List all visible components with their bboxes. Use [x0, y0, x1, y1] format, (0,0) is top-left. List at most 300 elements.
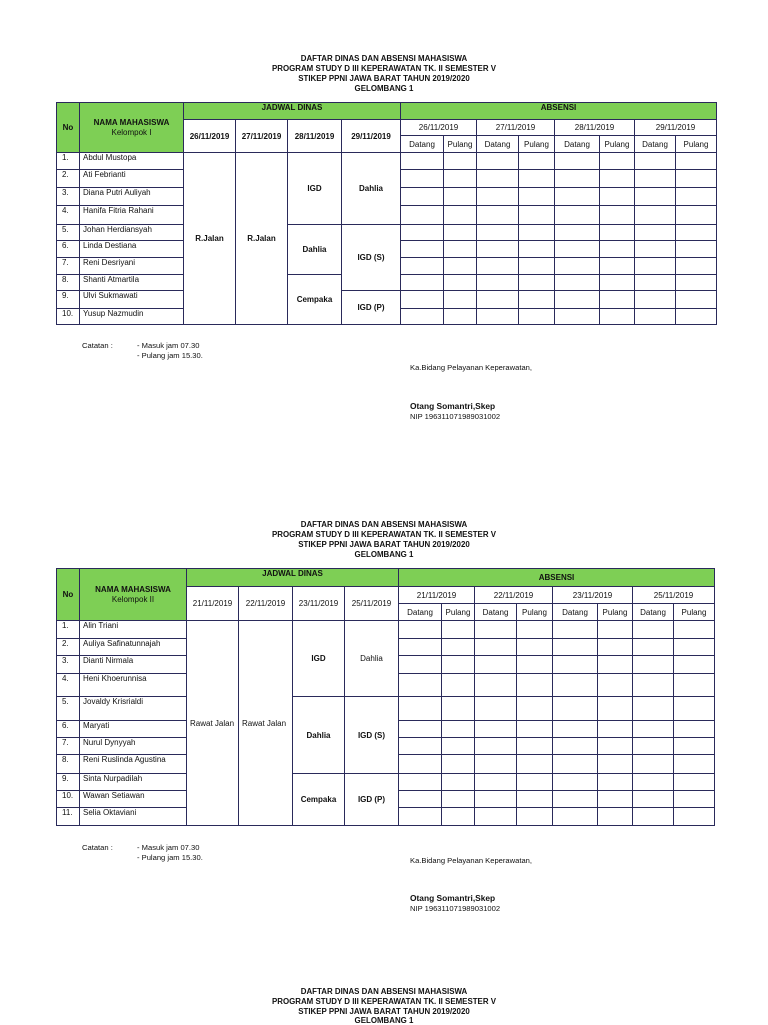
- attendance-cell[interactable]: [475, 656, 517, 674]
- attendance-cell[interactable]: [674, 697, 715, 721]
- student-name: Maryati: [80, 721, 187, 738]
- student-name: Shanti Atmartila: [80, 275, 184, 291]
- note-pulang: - Pulang jam 15.30.: [137, 350, 203, 360]
- doc-institution: STIKEP PPNI JAWA BARAT TAHUN 2019/2020: [298, 539, 470, 549]
- attendance-cell[interactable]: [475, 755, 517, 774]
- attendance-cell[interactable]: [553, 639, 598, 656]
- attendance-cell[interactable]: [444, 170, 477, 188]
- jadwal-header: JADWAL DINAS: [187, 569, 399, 587]
- absensi-date: 26/11/2019: [401, 120, 477, 136]
- student-name: Abdul Mustopa: [80, 153, 184, 170]
- attendance-cell[interactable]: [635, 291, 676, 309]
- attendance-cell[interactable]: [475, 639, 517, 656]
- attendance-cell[interactable]: [635, 309, 676, 325]
- doc-institution: STIKEP PPNI JAWA BARAT TAHUN 2019/2020: [298, 73, 470, 83]
- attendance-cell[interactable]: [600, 225, 635, 241]
- attendance-cell[interactable]: [444, 225, 477, 241]
- table-row: [57, 621, 715, 639]
- attendance-cell[interactable]: [442, 621, 475, 639]
- attendance-cell[interactable]: [401, 291, 444, 309]
- datang-header: Datang: [399, 604, 442, 621]
- doc-batch: GELOMBANG 1: [354, 549, 414, 559]
- attendance-cell[interactable]: [676, 241, 717, 258]
- col-nama-header: [80, 103, 184, 153]
- attendance-cell[interactable]: [676, 153, 717, 170]
- absensi-header: ABSENSI: [399, 569, 715, 587]
- kelompok-label: Kelompok II: [111, 594, 155, 604]
- attendance-cell[interactable]: [633, 639, 674, 656]
- attendance-cell[interactable]: [676, 206, 717, 225]
- notes-label: Catatan :: [82, 843, 113, 852]
- attendance-cell[interactable]: [635, 258, 676, 275]
- attendance-cell[interactable]: [517, 697, 553, 721]
- attendance-cell[interactable]: [600, 206, 635, 225]
- row-number: 8.: [57, 755, 80, 774]
- attendance-cell[interactable]: [674, 656, 715, 674]
- attendance-cell[interactable]: [442, 755, 475, 774]
- student-name: Nurul Dynyyah: [80, 738, 187, 755]
- student-name: Alin Triani: [80, 621, 187, 639]
- attendance-cell[interactable]: [517, 656, 553, 674]
- student-name: Wawan Setiawan: [80, 791, 187, 808]
- attendance-cell[interactable]: [676, 309, 717, 325]
- unit-cell: Dahlia: [345, 621, 399, 697]
- attendance-cell[interactable]: [475, 674, 517, 697]
- table-row: [57, 774, 715, 791]
- attendance-cell[interactable]: [399, 774, 442, 791]
- row-number: 3.: [57, 656, 80, 674]
- attendance-cell[interactable]: [674, 674, 715, 697]
- absensi-date: 23/11/2019: [553, 587, 633, 604]
- attendance-cell[interactable]: [517, 621, 553, 639]
- attendance-cell[interactable]: [442, 808, 475, 826]
- attendance-cell[interactable]: [553, 656, 598, 674]
- attendance-cell[interactable]: [519, 170, 555, 188]
- attendance-cell[interactable]: [517, 738, 553, 755]
- attendance-cell[interactable]: [442, 791, 475, 808]
- row-number: 5.: [57, 697, 80, 721]
- attendance-cell[interactable]: [674, 774, 715, 791]
- attendance-cell[interactable]: [475, 697, 517, 721]
- student-name: Dianti Nirmala: [80, 656, 187, 674]
- attendance-cell[interactable]: [475, 791, 517, 808]
- pulang-header: Pulang: [444, 136, 477, 153]
- kelompok-label: Kelompok I: [111, 127, 152, 137]
- row-number: 7.: [57, 258, 80, 275]
- shift-cell: Rawat Jalan: [239, 621, 293, 826]
- doc-program: PROGRAM STUDY D III KEPERAWATAN TK. II SEMESTER V: [271, 529, 497, 539]
- attendance-cell[interactable]: [555, 188, 600, 206]
- attendance-cell[interactable]: [444, 153, 477, 170]
- attendance-cell[interactable]: [600, 153, 635, 170]
- student-name: Hanifa Fitria Rahani: [80, 206, 184, 225]
- nama-label: NAMA MAHASISWA: [95, 584, 171, 594]
- student-name: Auliya Safinatunnajah: [80, 639, 187, 656]
- attendance-cell[interactable]: [442, 639, 475, 656]
- absensi-date: 25/11/2019: [633, 587, 715, 604]
- doc-title: DAFTAR DINAS DAN ABSENSI MAHASISWA: [300, 53, 468, 63]
- row-number: 2.: [57, 639, 80, 656]
- attendance-cell[interactable]: [555, 291, 600, 309]
- absensi-date: 29/11/2019: [635, 120, 717, 136]
- unit-cell: Cempaka: [288, 275, 342, 325]
- attendance-cell[interactable]: [633, 808, 674, 826]
- row-number: 3.: [57, 188, 80, 206]
- shift-cell: Rawat Jalan: [187, 621, 239, 826]
- datang-header: Datang: [401, 136, 444, 153]
- pulang-header: Pulang: [598, 604, 633, 621]
- col-no-header: No: [57, 103, 80, 153]
- attendance-cell[interactable]: [555, 275, 600, 291]
- attendance-cell[interactable]: [674, 738, 715, 755]
- attendance-cell[interactable]: [477, 153, 519, 170]
- attendance-cell[interactable]: [477, 241, 519, 258]
- attendance-cell[interactable]: [633, 791, 674, 808]
- attendance-cell[interactable]: [444, 258, 477, 275]
- attendance-cell[interactable]: [633, 621, 674, 639]
- attendance-cell[interactable]: [600, 275, 635, 291]
- attendance-cell[interactable]: [401, 153, 444, 170]
- notes-hours-2: [137, 843, 203, 862]
- student-name: Heni Khoerunnisa: [80, 674, 187, 697]
- pulang-header: Pulang: [600, 136, 635, 153]
- attendance-cell[interactable]: [399, 656, 442, 674]
- absensi-header: ABSENSI: [401, 103, 717, 120]
- unit-cell: IGD (P): [342, 291, 401, 325]
- attendance-cell[interactable]: [676, 188, 717, 206]
- unit-cell: IGD (S): [345, 697, 399, 774]
- absensi-date: 27/11/2019: [477, 120, 555, 136]
- attendance-cell[interactable]: [600, 309, 635, 325]
- attendance-cell[interactable]: [519, 188, 555, 206]
- attendance-cell[interactable]: [444, 291, 477, 309]
- schedule-table-1: [56, 102, 717, 325]
- attendance-cell[interactable]: [553, 621, 598, 639]
- absensi-date: 22/11/2019: [475, 587, 553, 604]
- signer-name-1: Otang Somantri,Skep: [410, 401, 496, 411]
- attendance-cell[interactable]: [674, 808, 715, 826]
- shift-cell: R.Jalan: [184, 153, 236, 325]
- pulang-header: Pulang: [674, 604, 715, 621]
- pulang-header: Pulang: [517, 604, 553, 621]
- attendance-cell[interactable]: [633, 755, 674, 774]
- attendance-cell[interactable]: [633, 656, 674, 674]
- note-masuk: - Masuk jam 07.30: [137, 843, 200, 852]
- attendance-cell[interactable]: [399, 674, 442, 697]
- attendance-cell[interactable]: [399, 721, 442, 738]
- student-name: Reni Ruslinda Agustina: [80, 755, 187, 774]
- attendance-cell[interactable]: [553, 721, 598, 738]
- attendance-cell[interactable]: [475, 774, 517, 791]
- attendance-cell[interactable]: [555, 241, 600, 258]
- attendance-cell[interactable]: [519, 206, 555, 225]
- attendance-cell[interactable]: [399, 808, 442, 826]
- row-number: 11.: [57, 808, 80, 826]
- attendance-cell[interactable]: [676, 170, 717, 188]
- datang-header: Datang: [635, 136, 676, 153]
- attendance-cell[interactable]: [555, 258, 600, 275]
- attendance-cell[interactable]: [598, 674, 633, 697]
- row-number: 10.: [57, 791, 80, 808]
- schedule-table-2: [56, 568, 715, 826]
- attendance-cell[interactable]: [444, 309, 477, 325]
- attendance-cell[interactable]: [633, 697, 674, 721]
- attendance-cell[interactable]: [635, 225, 676, 241]
- attendance-cell[interactable]: [598, 621, 633, 639]
- attendance-cell[interactable]: [519, 309, 555, 325]
- attendance-cell[interactable]: [401, 170, 444, 188]
- doc-batch: GELOMBANG 1: [354, 83, 414, 93]
- jadwal-date: 27/11/2019: [236, 120, 288, 153]
- attendance-cell[interactable]: [519, 241, 555, 258]
- student-name: Ati Febrianti: [80, 170, 184, 188]
- notes-1: [82, 341, 113, 351]
- attendance-cell[interactable]: [676, 275, 717, 291]
- attendance-cell[interactable]: [444, 241, 477, 258]
- table-row: [57, 225, 717, 241]
- col-no-header: No: [57, 569, 80, 621]
- attendance-cell[interactable]: [553, 674, 598, 697]
- student-name: Reni Desriyani: [80, 258, 184, 275]
- attendance-cell[interactable]: [401, 275, 444, 291]
- jadwal-date: 29/11/2019: [342, 120, 401, 153]
- signer-name-2: Otang Somantri,Skep: [410, 893, 496, 903]
- unit-cell: IGD (P): [345, 774, 399, 826]
- note-masuk: - Masuk jam 07.30: [137, 341, 200, 350]
- attendance-cell[interactable]: [600, 188, 635, 206]
- signer-nip-2: NIP 196311071989031002: [410, 904, 501, 913]
- attendance-cell[interactable]: [555, 170, 600, 188]
- row-number: 5.: [57, 225, 80, 241]
- attendance-cell[interactable]: [635, 170, 676, 188]
- attendance-cell[interactable]: [517, 791, 553, 808]
- doc-program: PROGRAM STUDY D III KEPERAWATAN TK. II SEMESTER V: [271, 63, 497, 73]
- attendance-cell[interactable]: [598, 639, 633, 656]
- row-number: 9.: [57, 774, 80, 791]
- attendance-cell[interactable]: [600, 170, 635, 188]
- row-number: 1.: [57, 153, 80, 170]
- jadwal-date: 25/11/2019: [345, 587, 399, 621]
- attendance-cell[interactable]: [598, 697, 633, 721]
- jadwal-date: 22/11/2019: [239, 587, 293, 621]
- attendance-cell[interactable]: [676, 258, 717, 275]
- attendance-cell[interactable]: [477, 225, 519, 241]
- attendance-cell[interactable]: [477, 258, 519, 275]
- attendance-cell[interactable]: [519, 225, 555, 241]
- attendance-cell[interactable]: [635, 241, 676, 258]
- attendance-cell[interactable]: [555, 153, 600, 170]
- attendance-cell[interactable]: [555, 206, 600, 225]
- attendance-cell[interactable]: [517, 639, 553, 656]
- attendance-cell[interactable]: [633, 774, 674, 791]
- attendance-cell[interactable]: [674, 755, 715, 774]
- notes-hours-1: [137, 341, 203, 360]
- attendance-cell[interactable]: [598, 774, 633, 791]
- attendance-cell[interactable]: [598, 721, 633, 738]
- unit-cell: IGD: [288, 153, 342, 225]
- doc-batch: GELOMBANG 1: [354, 1015, 414, 1025]
- attendance-cell[interactable]: [553, 755, 598, 774]
- attendance-cell[interactable]: [442, 738, 475, 755]
- attendance-cell[interactable]: [600, 241, 635, 258]
- attendance-cell[interactable]: [598, 738, 633, 755]
- pulang-header: Pulang: [442, 604, 475, 621]
- row-number: 4.: [57, 206, 80, 225]
- row-number: 9.: [57, 291, 80, 309]
- attendance-cell[interactable]: [676, 291, 717, 309]
- attendance-cell[interactable]: [517, 721, 553, 738]
- attendance-cell[interactable]: [444, 275, 477, 291]
- attendance-cell[interactable]: [442, 674, 475, 697]
- attendance-cell[interactable]: [444, 188, 477, 206]
- attendance-cell[interactable]: [401, 206, 444, 225]
- attendance-cell[interactable]: [555, 309, 600, 325]
- attendance-cell[interactable]: [553, 738, 598, 755]
- attendance-cell[interactable]: [399, 639, 442, 656]
- student-name: Diana Putri Auliyah: [80, 188, 184, 206]
- attendance-cell[interactable]: [399, 755, 442, 774]
- attendance-cell[interactable]: [442, 721, 475, 738]
- attendance-cell[interactable]: [674, 791, 715, 808]
- attendance-cell[interactable]: [475, 808, 517, 826]
- attendance-cell[interactable]: [635, 206, 676, 225]
- table-row: [57, 697, 715, 721]
- attendance-cell[interactable]: [555, 225, 600, 241]
- attendance-cell[interactable]: [401, 188, 444, 206]
- attendance-cell[interactable]: [399, 738, 442, 755]
- attendance-cell[interactable]: [598, 808, 633, 826]
- attendance-cell[interactable]: [401, 309, 444, 325]
- attendance-cell[interactable]: [477, 309, 519, 325]
- note-pulang: - Pulang jam 15.30.: [137, 852, 203, 862]
- attendance-cell[interactable]: [442, 774, 475, 791]
- row-number: 6.: [57, 241, 80, 258]
- attendance-cell[interactable]: [600, 291, 635, 309]
- attendance-cell[interactable]: [517, 755, 553, 774]
- absensi-date: 21/11/2019: [399, 587, 475, 604]
- attendance-cell[interactable]: [477, 170, 519, 188]
- attendance-cell[interactable]: [399, 621, 442, 639]
- row-number: 4.: [57, 674, 80, 697]
- attendance-cell[interactable]: [553, 791, 598, 808]
- attendance-cell[interactable]: [635, 188, 676, 206]
- student-name: Johan Herdiansyah: [80, 225, 184, 241]
- unit-cell: Dahlia: [288, 225, 342, 275]
- unit-cell: IGD: [293, 621, 345, 697]
- attendance-cell[interactable]: [442, 656, 475, 674]
- attendance-cell[interactable]: [598, 791, 633, 808]
- doc-institution: STIKEP PPNI JAWA BARAT TAHUN 2019/2020: [298, 1006, 470, 1016]
- jadwal-date: 28/11/2019: [288, 120, 342, 153]
- attendance-cell[interactable]: [444, 206, 477, 225]
- unit-cell: Dahlia: [293, 697, 345, 774]
- attendance-cell[interactable]: [519, 291, 555, 309]
- attendance-cell[interactable]: [477, 275, 519, 291]
- attendance-cell[interactable]: [477, 206, 519, 225]
- row-number: 7.: [57, 738, 80, 755]
- attendance-cell[interactable]: [676, 225, 717, 241]
- student-name: Yusup Nazmudin: [80, 309, 184, 325]
- attendance-cell[interactable]: [477, 291, 519, 309]
- shift-cell: R.Jalan: [236, 153, 288, 325]
- attendance-cell[interactable]: [598, 755, 633, 774]
- absensi-date: 28/11/2019: [555, 120, 635, 136]
- attendance-cell[interactable]: [475, 621, 517, 639]
- attendance-cell[interactable]: [401, 225, 444, 241]
- signer-nip-1: NIP 196311071989031002: [410, 412, 501, 421]
- student-name: Linda Destiana: [80, 241, 184, 258]
- attendance-cell[interactable]: [633, 738, 674, 755]
- attendance-cell[interactable]: [553, 774, 598, 791]
- notes-label: Catatan :: [82, 341, 113, 350]
- attendance-cell[interactable]: [598, 656, 633, 674]
- attendance-cell[interactable]: [442, 697, 475, 721]
- doc-title: DAFTAR DINAS DAN ABSENSI MAHASISWA: [300, 986, 468, 996]
- doc-program: PROGRAM STUDY D III KEPERAWATAN TK. II SEMESTER V: [271, 996, 497, 1006]
- student-name: Sinta Nurpadilah: [80, 774, 187, 791]
- row-number: 6.: [57, 721, 80, 738]
- attendance-cell[interactable]: [519, 258, 555, 275]
- notes-2: [82, 843, 113, 853]
- attendance-cell[interactable]: [477, 188, 519, 206]
- attendance-cell[interactable]: [674, 721, 715, 738]
- row-number: 10.: [57, 309, 80, 325]
- student-name: Selia Oktaviani: [80, 808, 187, 826]
- attendance-cell[interactable]: [600, 258, 635, 275]
- attendance-cell[interactable]: [401, 258, 444, 275]
- attendance-cell[interactable]: [674, 621, 715, 639]
- attendance-cell[interactable]: [517, 808, 553, 826]
- attendance-cell[interactable]: [633, 674, 674, 697]
- datang-header: Datang: [477, 136, 519, 153]
- attendance-cell[interactable]: [517, 774, 553, 791]
- datang-header: Datang: [633, 604, 674, 621]
- attendance-cell[interactable]: [633, 721, 674, 738]
- unit-cell: IGD (S): [342, 225, 401, 291]
- attendance-cell[interactable]: [674, 639, 715, 656]
- datang-header: Datang: [555, 136, 600, 153]
- attendance-cell[interactable]: [475, 721, 517, 738]
- doc-title: DAFTAR DINAS DAN ABSENSI MAHASISWA: [300, 519, 468, 529]
- attendance-cell[interactable]: [519, 153, 555, 170]
- attendance-cell[interactable]: [517, 674, 553, 697]
- nama-label: NAMA MAHASISWA: [93, 117, 170, 127]
- attendance-cell[interactable]: [475, 738, 517, 755]
- unit-cell: Cempaka: [293, 774, 345, 826]
- row-number: 2.: [57, 170, 80, 188]
- table-row: [57, 291, 717, 309]
- table-row: [57, 153, 717, 170]
- attendance-cell[interactable]: [519, 275, 555, 291]
- row-number: 8.: [57, 275, 80, 291]
- unit-cell: Dahlia: [342, 153, 401, 225]
- row-number: 1.: [57, 621, 80, 639]
- student-name: Jovaldy Krisrialdi: [80, 697, 187, 721]
- datang-header: Datang: [553, 604, 598, 621]
- jadwal-date: 26/11/2019: [184, 120, 236, 153]
- pulang-header: Pulang: [676, 136, 717, 153]
- attendance-cell[interactable]: [553, 697, 598, 721]
- attendance-cell[interactable]: [635, 153, 676, 170]
- attendance-cell[interactable]: [401, 241, 444, 258]
- attendance-cell[interactable]: [635, 275, 676, 291]
- attendance-cell[interactable]: [399, 791, 442, 808]
- attendance-cell[interactable]: [553, 808, 598, 826]
- col-nama-header: [80, 569, 187, 621]
- jadwal-date: 23/11/2019: [293, 587, 345, 621]
- datang-header: Datang: [475, 604, 517, 621]
- attendance-cell[interactable]: [399, 697, 442, 721]
